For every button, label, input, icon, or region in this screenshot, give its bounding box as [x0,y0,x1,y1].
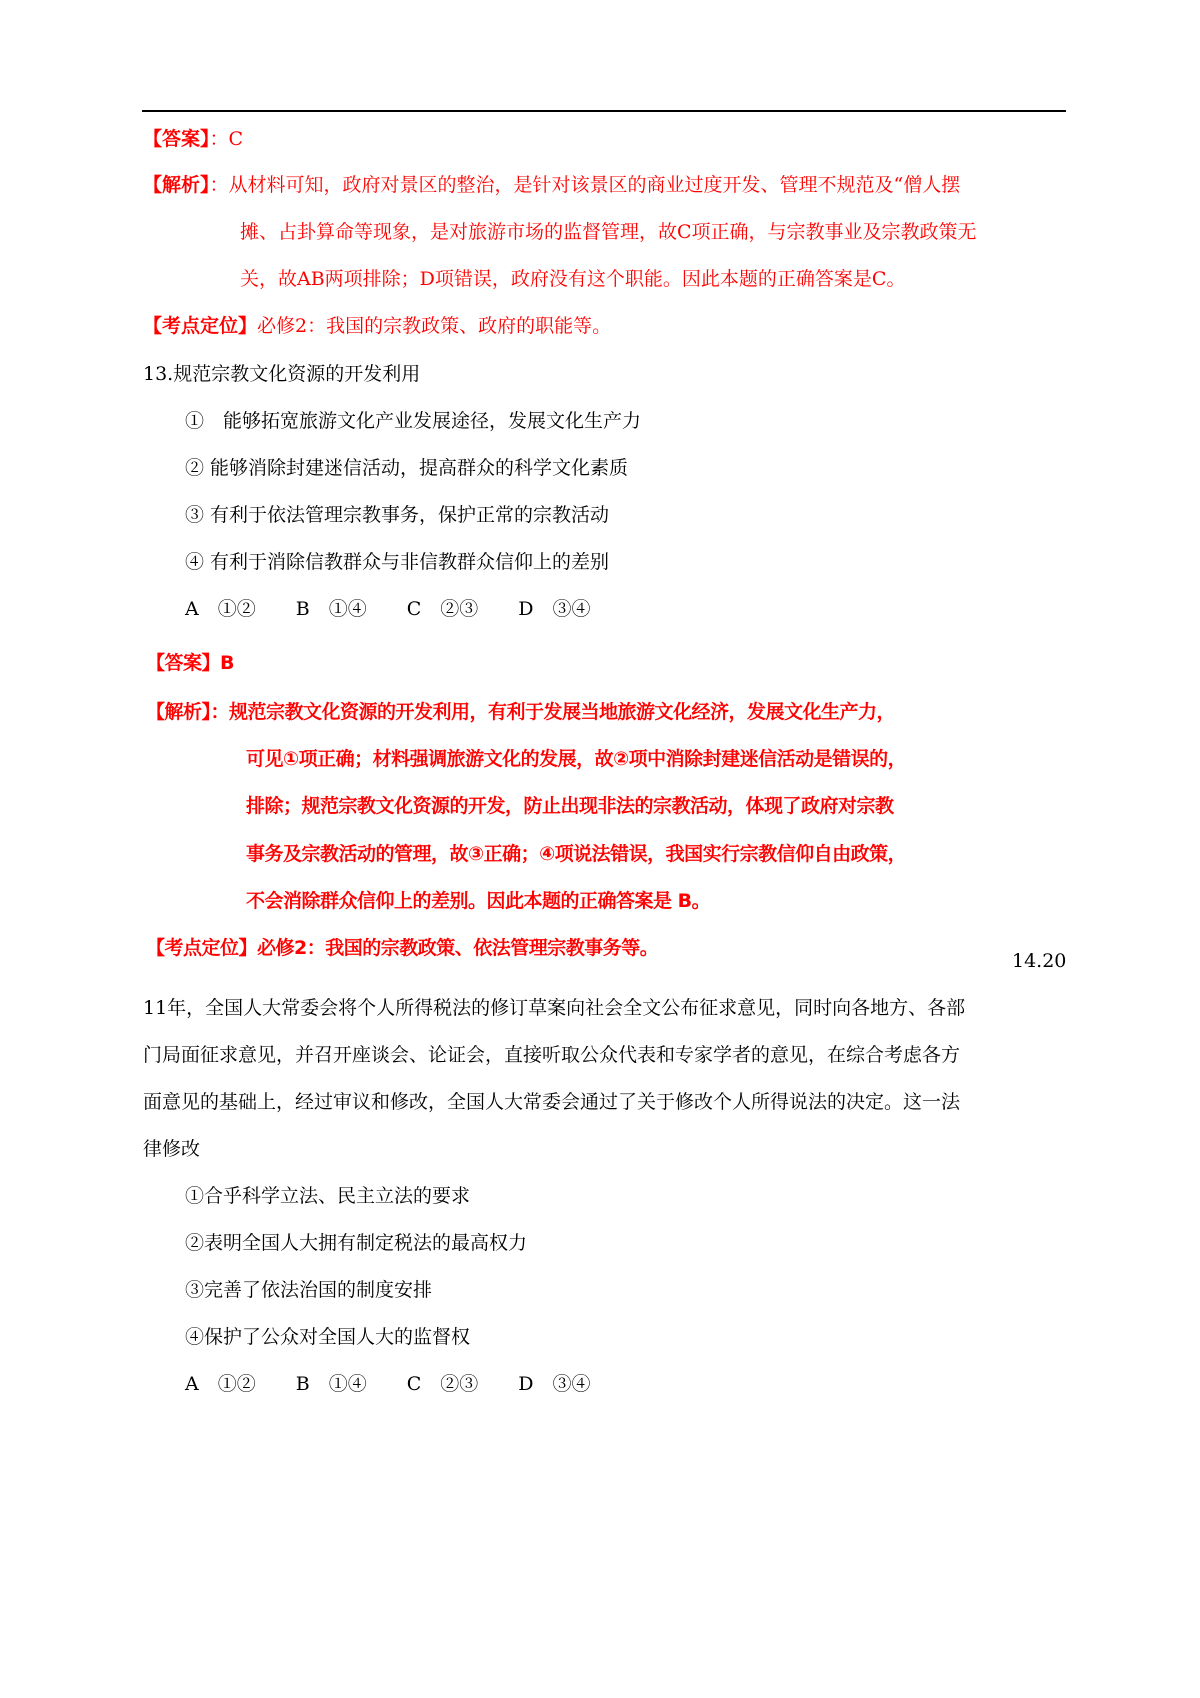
q14-item-2: ②表明全国人大拥有制定税法的最高权力 [185,1232,528,1254]
q13-item-4: ④ 有利于消除信教群众与非信教群众信仰上的差别 [185,551,610,573]
q14-stem-line-1: 11年，全国人大常委会将个人所得税法的修订草案向社会全文公布征求意见，同时向各地方、各部 [143,997,966,1019]
q14-stem-line-3: 面意见的基础上，经过审议和修改，全国人大常委会通过了关于修改个人所得说法的决定。这一法 [143,1091,961,1113]
q12-analysis-line-2: 摊、占卦算命等现象，是对旅游市场的监督管理，故C项正确，与宗教事业及宗教政策无 [240,221,977,243]
analysis-separator: ： [210,701,230,723]
q14-choices [185,1369,590,1399]
answer-value: B [220,652,234,674]
point-text: 必修2：我国的宗教政策、政府的职能等。 [257,315,612,337]
q13-analysis-line-2: 可见①项正确；材料强调旅游文化的发展，故②项中消除封建迷信活动是错误的， [246,748,907,770]
answer-value: C [228,128,244,150]
analysis-tag: 【解析】 [146,701,211,723]
q13-analysis-line-5: 不会消除群众信仰上的差别。因此本题的正确答案是 B。 [246,890,711,912]
choice-a: A ①② [185,1373,256,1395]
q12-analysis-line-3: 关，故AB两项排除；D项错误，政府没有这个职能。因此本题的正确答案是C。 [240,268,906,290]
q13-answer-line [146,648,234,678]
choice-c: C ②③ [406,1373,479,1395]
analysis-text: 规范宗教文化资源的开发利用，有利于发展当地旅游文化经济，发展文化生产力， [229,701,896,723]
q14-stem-line-2: 门局面征求意见，并召开座谈会、论证会，直接听取公众代表和专家学者的意见，在综合考虑各方 [143,1044,961,1066]
q14-item-1: ①合乎科学立法、民主立法的要求 [185,1185,471,1207]
choice-a: A ①② [185,598,256,620]
q14-number: 14.20 [1012,950,1067,972]
q14-stem-line-4: 律修改 [143,1138,201,1160]
choice-d: D ③④ [518,1373,591,1395]
q13-item-2: ② 能够消除封建迷信活动，提高群众的科学文化素质 [185,457,629,479]
q12-answer-line [143,124,243,154]
answer-tag: 【答案】 [146,652,221,674]
answer-tag: 【答案】 [143,128,210,150]
choice-b: B ①④ [295,598,367,620]
q13-stem: 13.规范宗教文化资源的开发利用 [143,363,421,385]
choice-c: C ②③ [406,598,479,620]
analysis-separator: ： [209,174,229,196]
q13-item-1: ① 能够拓宽旅游文化产业发展途径，发展文化生产力 [185,410,642,432]
q13-analysis-line-3: 排除；规范宗教文化资源的开发，防止出现非法的宗教活动，体现了政府对宗教 [246,795,894,817]
q14-item-4: ④保护了公众对全国人大的监督权 [185,1326,471,1348]
analysis-tag: 【解析】 [143,174,210,196]
point-tag: 【考点定位】 [146,937,258,959]
q12-point-line [143,311,611,341]
analysis-text: 从材料可知，政府对景区的整治，是针对该景区的商业过度开发、管理不规范及“僧人摆 [228,174,961,196]
header-rule [142,110,1066,112]
point-text: 必修2：我国的宗教政策、依法管理宗教事务等。 [257,937,659,959]
q13-item-3: ③ 有利于依法管理宗教事务，保护正常的宗教活动 [185,504,610,526]
choice-d: D ③④ [518,598,591,620]
choice-b: B ①④ [295,1373,367,1395]
q13-choices [185,594,590,624]
q13-analysis-line-4: 事务及宗教活动的管理，故③正确；④项说法错误，我国实行宗教信仰自由政策， [246,843,907,865]
q12-analysis-line-1 [143,170,960,200]
q13-analysis-line-1 [146,697,895,727]
answer-separator: ： [209,128,229,150]
q13-point-line [146,933,658,963]
q14-item-3: ③完善了依法治国的制度安排 [185,1279,433,1301]
point-tag: 【考点定位】 [143,315,258,337]
